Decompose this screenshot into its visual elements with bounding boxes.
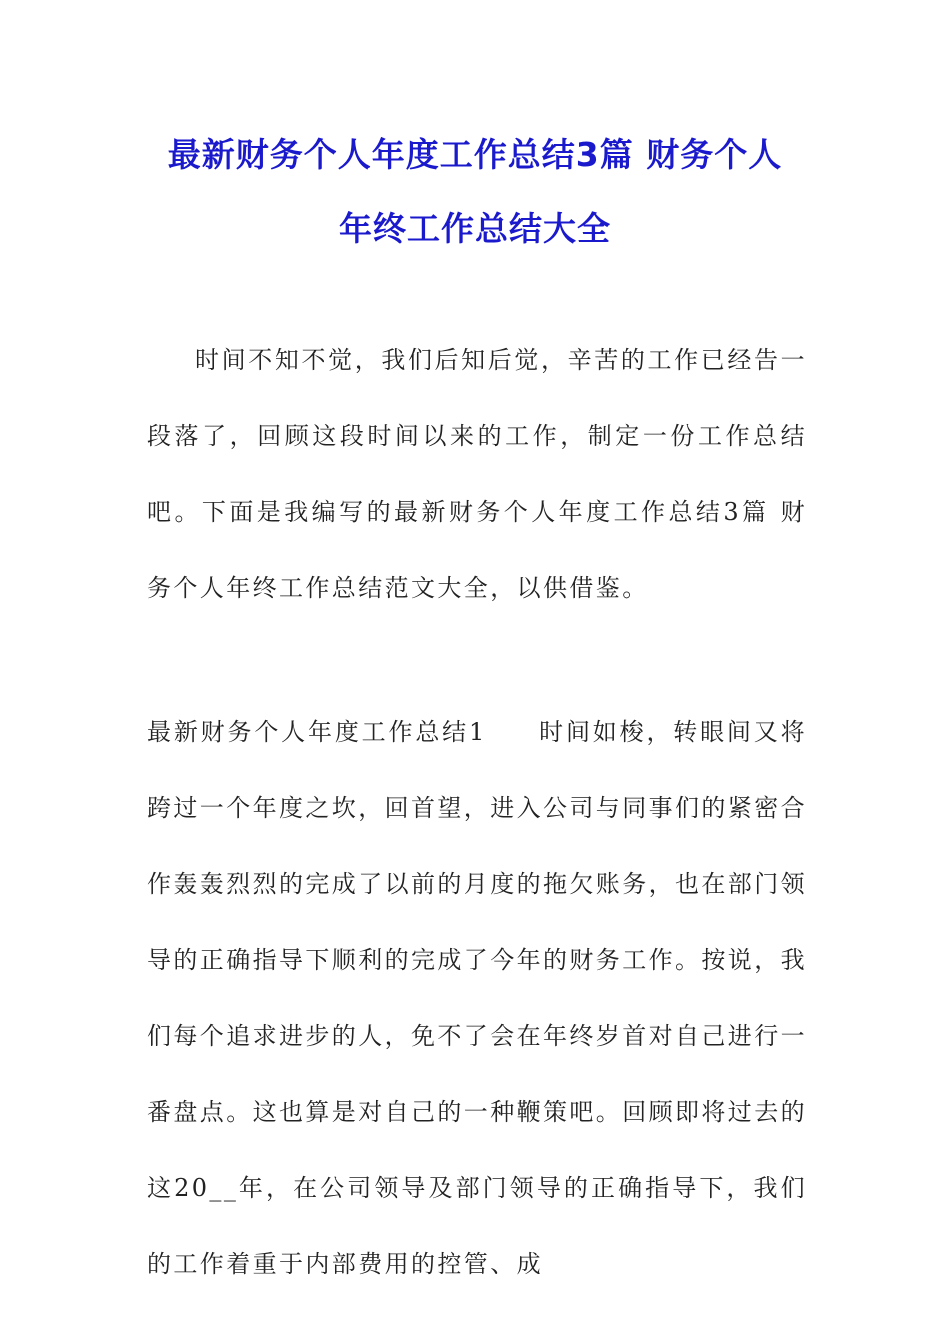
section-1-text: 时间如梭，转眼间又将跨过一个年度之坎，回首望，进入公司与同事们的紧密合作轰轰烈烈的完成了以前的月度的拖欠账务，也在部门领导的正确指导下顺利的完成了今年的财务工作。按说，我们每个追求进步的人，免不了会在年终岁首对自己进行一番盘点。这也算是对自己的一种鞭策吧。回顾即将过去的这20__年，在公司领导及部门领导的正确指导下，我们的工作着重于内部费用的控管、成 [147, 718, 808, 1278]
document-title [0, 118, 950, 266]
section-1-heading: 最新财务个人年度工作总结1 [147, 718, 487, 746]
title-line-1: 最新财务个人年度工作总结3篇 财务个人 [167, 135, 783, 174]
title-line-2: 年终工作总结大全 [339, 209, 611, 248]
section-1-paragraph [147, 694, 807, 1302]
intro-paragraph: 时间不知不觉，我们后知后觉，辛苦的工作已经告一段落了，回顾这段时间以来的工作，制定一份工作总结吧。下面是我编写的最新财务个人年度工作总结3篇 财务个人年终工作总结范文大全，以供借鉴。 [147, 346, 807, 602]
